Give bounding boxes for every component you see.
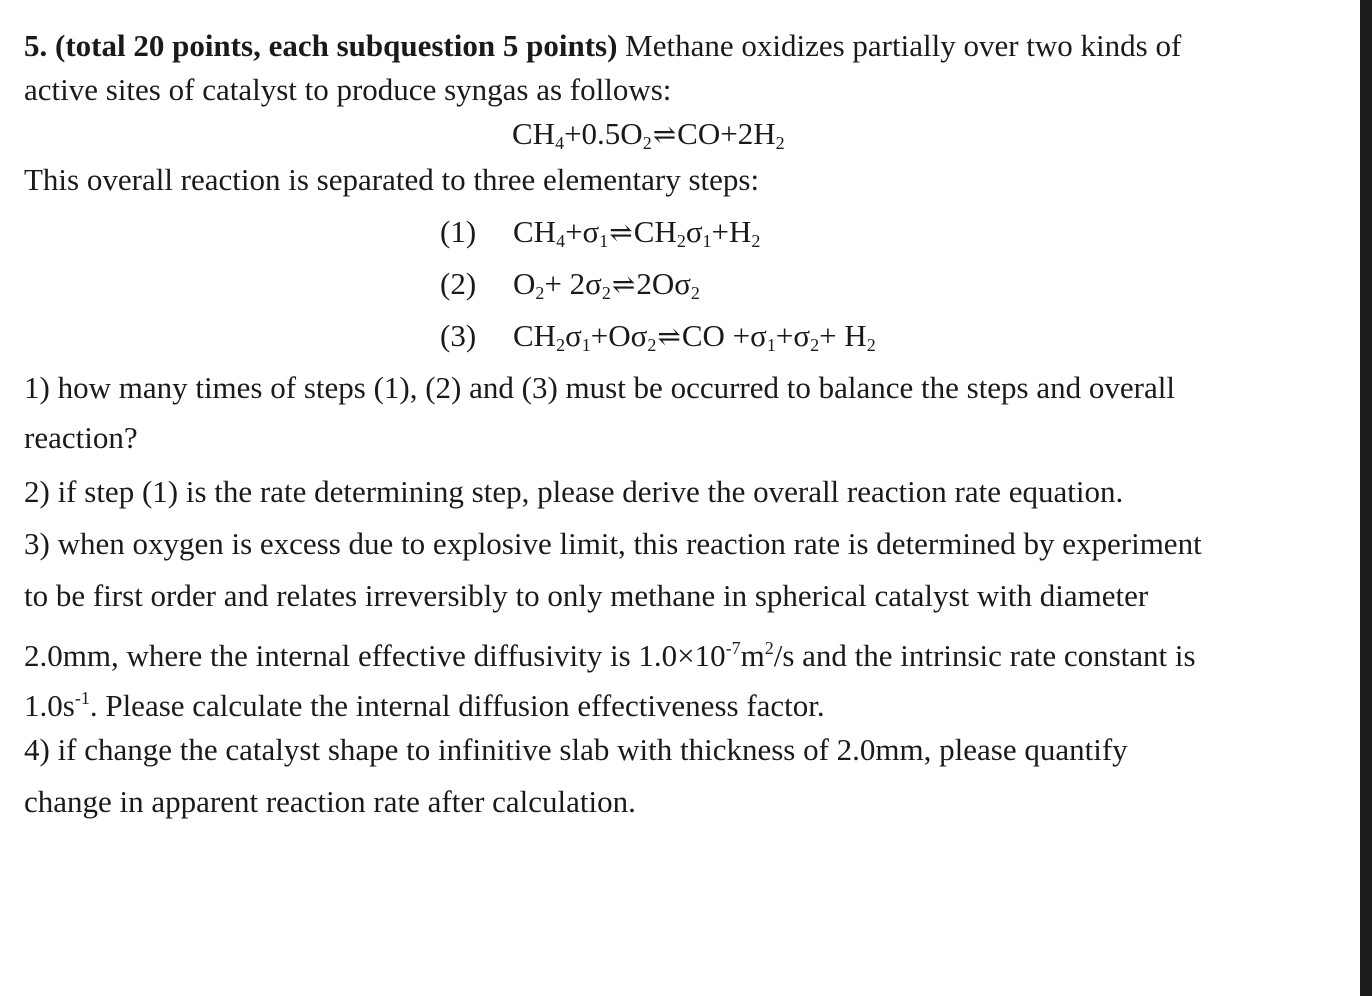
question-2: 2) if step (1) is the rate determining step, please derive the overall reaction rate equation. [24,474,1124,509]
question-3-line-2: to be first order and relates irreversibly to only methane in spherical catalyst with diameter [24,578,1149,613]
question-1-line-1: 1) how many times of steps (1), (2) and (3) must be occurred to balance the steps and overall [24,370,1175,405]
equilibrium-harpoon-icon: ⇌ [652,120,677,151]
step-2-number: (2) [440,266,477,301]
question-3-line-1: 3) when oxygen is excess due to explosive limit, this reaction rate is determined by experiment [24,526,1202,561]
step-3-equation: $CH_2\sigma_1+O\sigma_2\rightleftharpoons CO +\sigma_1+\sigma_2+ H_2$ [513,316,876,365]
heading-rest: Methane oxidizes partially over two kinds of [617,28,1182,63]
heading-line-1 [24,26,1181,66]
question-3-line-4: $1.0s^{-1}$. Please calculate the internal diffusion effectiveness factor. [24,688,825,723]
step-1-number: (1) [440,214,477,249]
question-3-line-3: 2.0mm, where the internal effective diffusivity is $1.0\times 10^{-7}m^2/s$ and the intrinsic rate constant is [24,638,1196,673]
equilibrium-harpoon-icon: ⇌ [611,270,636,301]
question-4-line-1: 4) if change the catalyst shape to infinitive slab with thickness of 2.0mm, please quantify [24,732,1128,767]
heading-line-2: active sites of catalyst to produce syngas as follows: [24,72,672,107]
intro-line: This overall reaction is separated to three elementary steps: [24,162,760,197]
question-1-line-2: reaction? [24,420,138,455]
step-2-equation: $O_2+$ $2\sigma_2\rightleftharpoons 2O\sigma_2$ [513,264,700,313]
step-1-equation: $CH_4+\sigma_1\rightleftharpoons CH_2\sigma_1+H_2$ [513,212,760,261]
step-3-number: (3) [440,318,477,353]
overall-reaction: $CH_4+0.5O_2\rightleftharpoons CO+2H_2$ [512,114,785,163]
dark-right-edge [1360,0,1372,996]
equilibrium-harpoon-icon: ⇌ [609,218,633,249]
equilibrium-harpoon-icon: ⇌ [657,322,681,353]
heading-lead: 5. (total 20 points, each subquestion 5 points) [24,28,618,63]
question-4-line-2: change in apparent reaction rate after calculation. [24,784,636,819]
